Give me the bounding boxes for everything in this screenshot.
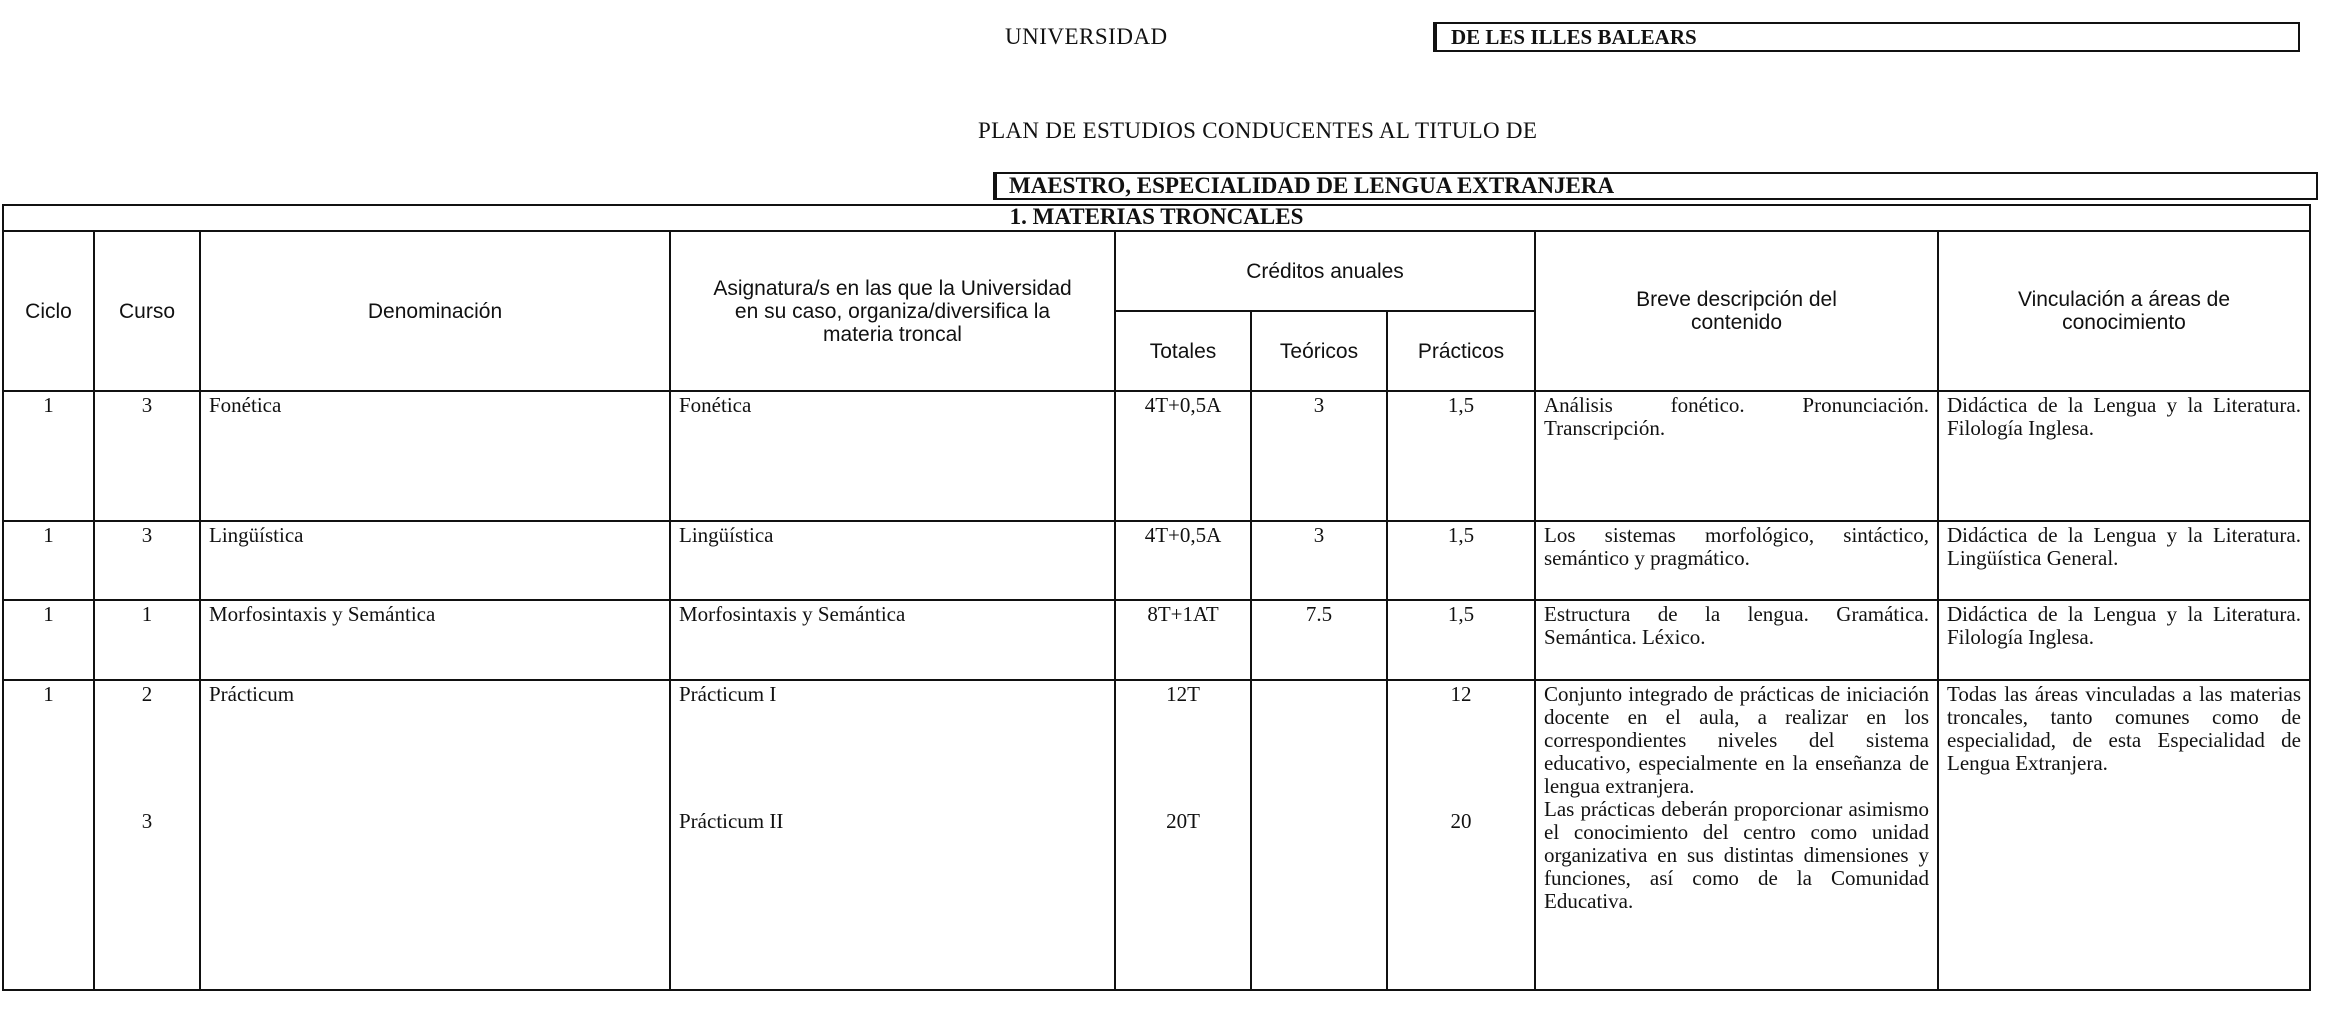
cell-curso-value-2: 3	[141, 809, 153, 833]
cell-denominacion: Lingüística	[200, 521, 670, 600]
col-header-practicos: Prácticos	[1387, 311, 1535, 391]
cell-spacer	[103, 706, 191, 810]
col-header-teoricos: Teóricos	[1251, 311, 1387, 391]
cell-asignatura: Morfosintaxis y Semántica	[670, 600, 1115, 680]
col-header-creditos: Créditos anuales	[1115, 231, 1535, 311]
cell-descripcion: Estructura de la lengua. Gramática. Semántica. Léxico.	[1535, 600, 1938, 680]
university-name-box: DE LES ILLES BALEARS	[1433, 22, 2300, 52]
university-label: UNIVERSIDAD	[1005, 24, 1168, 49]
cell-practicos: 1,5	[1387, 600, 1535, 680]
cell-totales: 8T+1AT	[1115, 600, 1251, 680]
cell-ciclo: 1	[3, 521, 94, 600]
cell-curso: 3	[94, 391, 200, 521]
table-row	[3, 391, 2310, 521]
cell-vinculacion: Todas las áreas vinculadas a las materias troncales, tanto comunes como de especialidad, de esta Especialidad de Lengua Extranjera.	[1938, 680, 2310, 990]
cell-practicos-value-2: 20	[1450, 809, 1472, 833]
table-row	[3, 521, 2310, 600]
header-row-1	[3, 231, 2310, 311]
cell-descripcion: Análisis fonético. Pronunciación. Transcripción.	[1535, 391, 1938, 521]
cell-spacer	[1124, 706, 1242, 810]
plan-label: PLAN DE ESTUDIOS CONDUCENTES AL TITULO DE	[978, 118, 1538, 143]
cell-totales-value: 12T	[1166, 682, 1200, 706]
cell-denominacion: Fonética	[200, 391, 670, 521]
cell-practicos: 1,5	[1387, 521, 1535, 600]
cell-teoricos: 3	[1251, 391, 1387, 521]
cell-asignatura-value-2: Prácticum II	[679, 809, 784, 833]
cell-vinculacion: Didáctica de la Lengua y la Literatura. Lingüística General.	[1938, 521, 2310, 600]
cell-asignatura: Lingüística	[670, 521, 1115, 600]
cell-descripcion	[1535, 680, 1938, 990]
col-header-ciclo: Ciclo	[3, 231, 94, 391]
cell-curso: 3	[94, 521, 200, 600]
section-title: 1. MATERIAS TRONCALES	[3, 205, 2310, 231]
col-header-totales: Totales	[1115, 311, 1251, 391]
cell-descripcion-part-1: Conjunto integrado de prácticas de iniciación docente en el aula, a realizar en los correspondientes niveles del sistema educativo, especialmente en la enseñanza de lengua extranjera.	[1544, 682, 1929, 798]
cell-teoricos	[1251, 680, 1387, 990]
cell-spacer	[679, 706, 1106, 810]
cell-denominacion: Prácticum	[200, 680, 670, 990]
cell-ciclo: 1	[3, 600, 94, 680]
cell-curso-value: 2	[141, 682, 153, 706]
cell-denominacion: Morfosintaxis y Semántica	[200, 600, 670, 680]
cell-totales	[1115, 680, 1251, 990]
cell-practicos-value: 12	[1450, 682, 1472, 706]
cell-descripcion: Los sistemas morfológico, sintáctico, semántico y pragmático.	[1535, 521, 1938, 600]
cell-totales: 4T+0,5A	[1115, 521, 1251, 600]
cell-totales-value-2: 20T	[1166, 809, 1200, 833]
col-header-descripcion: Breve descripción del contenido	[1535, 231, 1938, 391]
cell-ciclo: 1	[3, 391, 94, 521]
cell-descripcion-part-2: Las prácticas deberán proporcionar asimismo el conocimiento del centro como unidad organizativa en sus distintas dimensiones y funciones, así como de la Comunidad Educativa.	[1544, 797, 1929, 913]
cell-asignatura: Fonética	[670, 391, 1115, 521]
cell-curso	[94, 680, 200, 990]
table-row	[3, 680, 2310, 990]
col-header-curso: Curso	[94, 231, 200, 391]
cell-vinculacion: Didáctica de la Lengua y la Literatura. Filología Inglesa.	[1938, 600, 2310, 680]
col-header-denominacion: Denominación	[200, 231, 670, 391]
col-header-vinculacion: Vinculación a áreas de conocimiento	[1938, 231, 2310, 391]
table-row	[3, 600, 2310, 680]
cell-totales: 4T+0,5A	[1115, 391, 1251, 521]
cell-spacer	[1396, 706, 1526, 810]
section-title-row	[3, 205, 2310, 231]
cell-practicos: 1,5	[1387, 391, 1535, 521]
col-header-asignatura: Asignatura/s en las que la Universidad en su caso, organiza/diversifica la materia troncal	[670, 231, 1115, 391]
cell-asignatura	[670, 680, 1115, 990]
degree-title-box: MAESTRO, ESPECIALIDAD DE LENGUA EXTRANJERA	[993, 172, 2318, 200]
cell-teoricos: 3	[1251, 521, 1387, 600]
cell-practicos	[1387, 680, 1535, 990]
cell-asignatura-value: Prácticum I	[679, 682, 777, 706]
cell-curso: 1	[94, 600, 200, 680]
cell-vinculacion: Didáctica de la Lengua y la Literatura. Filología Inglesa.	[1938, 391, 2310, 521]
cell-ciclo: 1	[3, 680, 94, 990]
troncales-table	[2, 204, 2311, 991]
cell-teoricos: 7.5	[1251, 600, 1387, 680]
